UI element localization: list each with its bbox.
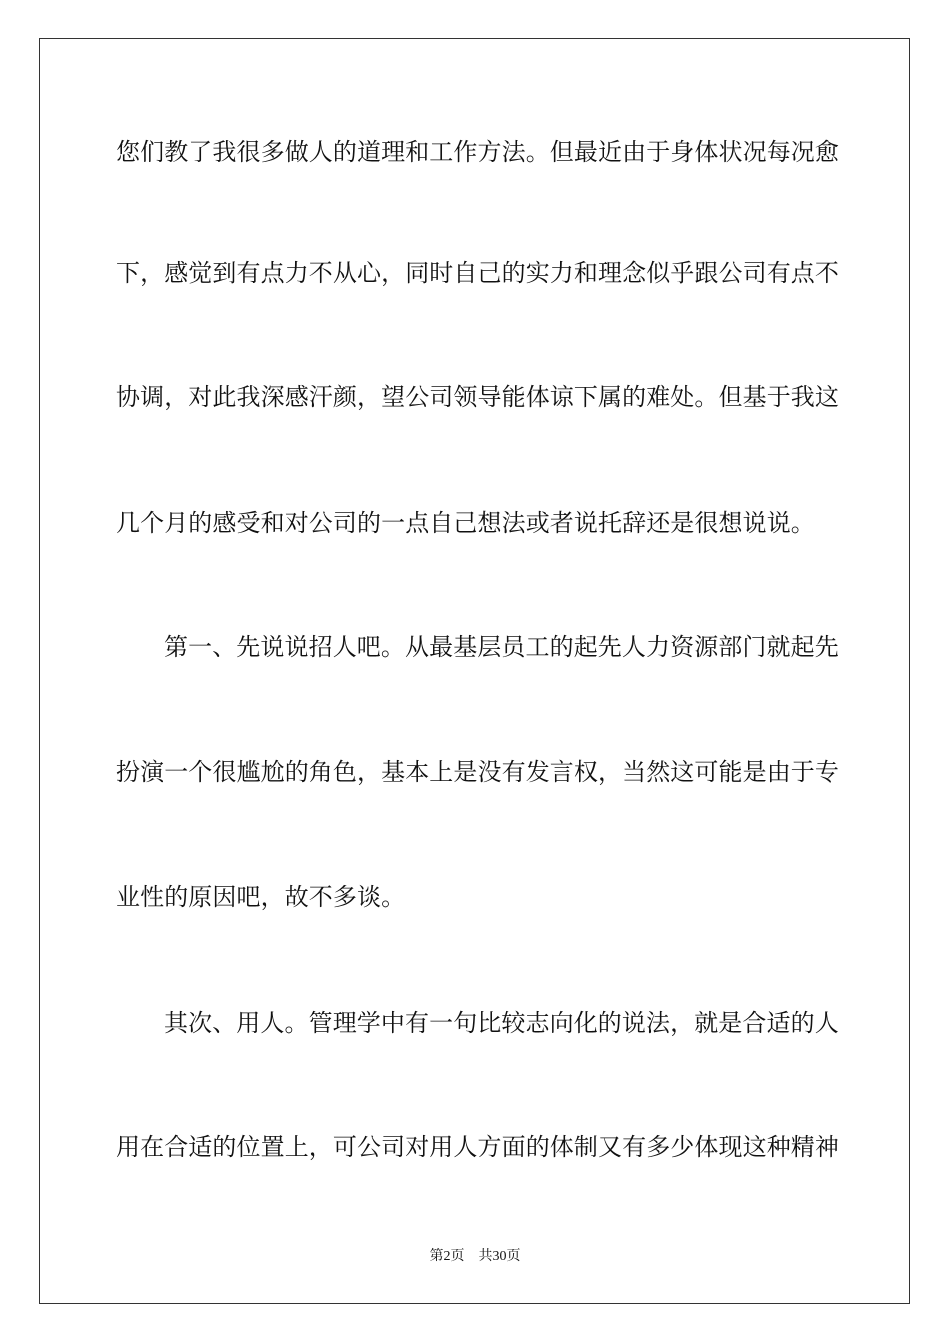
paragraph-line-1: 您们教了我很多做人的道理和工作方法。但最近由于身体状况每况愈 [116,138,839,166]
paragraph-line-9: 用在合适的位置上，可公司对用人方面的体制又有多少体现这种精神 [116,1133,839,1161]
paragraph-line-5: 第一、先说说招人吧。从最基层员工的起先人力资源部门就起先 [164,633,839,661]
current-page-number: 第2页 [429,1249,465,1264]
paragraph-line-2: 下，感觉到有点力不从心，同时自己的实力和理念似乎跟公司有点不 [116,259,839,287]
paragraph-line-8: 其次、用人。管理学中有一句比较志向化的说法，就是合适的人 [164,1009,839,1037]
paragraph-line-6: 扮演一个很尴尬的角色，基本上是没有发言权，当然这可能是由于专 [116,758,839,786]
page-footer [0,1248,950,1266]
total-pages: 共30页 [478,1249,521,1264]
page-frame [39,38,910,1304]
paragraph-line-7: 业性的原因吧，故不多谈。 [116,883,406,911]
paragraph-line-4: 几个月的感受和对公司的一点自己想法或者说托辞还是很想说说。 [116,509,815,537]
paragraph-line-3: 协调，对此我深感汗颜，望公司领导能体谅下属的难处。但基于我这 [116,383,839,411]
